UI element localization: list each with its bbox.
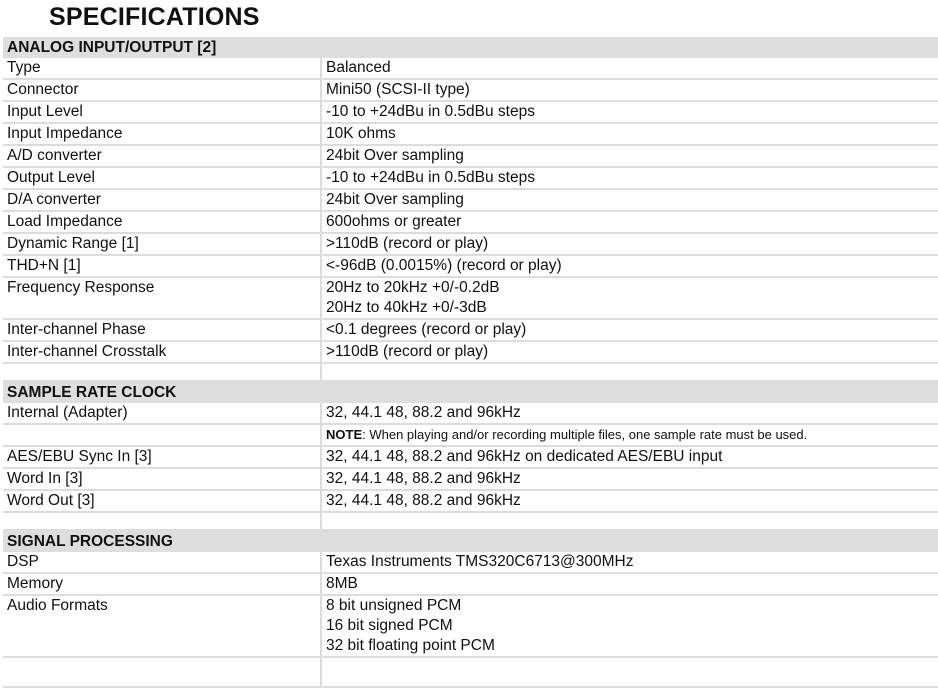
spec-value-line: 32 bit floating point PCM — [326, 637, 495, 654]
section-header — [3, 37, 938, 58]
spacer-cell — [321, 512, 938, 530]
section-header — [3, 530, 938, 552]
spec-label: Frequency Response — [3, 277, 321, 319]
spec-row — [3, 123, 938, 145]
spacer-row — [3, 512, 938, 530]
spec-value: 600ohms or greater — [321, 211, 938, 233]
spec-row — [3, 211, 938, 233]
page-title: SPECIFICATIONS — [49, 3, 260, 31]
spec-label: Output Level — [3, 167, 321, 189]
spacer-row — [3, 363, 938, 381]
section-header — [3, 381, 938, 403]
spec-row — [3, 490, 938, 512]
specifications-table — [3, 37, 938, 688]
spec-value: 10K ohms — [321, 123, 938, 145]
spec-value: >110dB (record or play) — [321, 233, 938, 255]
spec-row — [3, 595, 938, 657]
spec-value — [321, 424, 938, 446]
spec-row — [3, 341, 938, 363]
spacer-row — [3, 657, 938, 687]
spec-row — [3, 468, 938, 490]
spec-value: -10 to +24dBu in 0.5dBu steps — [321, 167, 938, 189]
spec-label: Input Impedance — [3, 123, 321, 145]
spec-value: -10 to +24dBu in 0.5dBu steps — [321, 101, 938, 123]
spec-row — [3, 79, 938, 101]
spec-row — [3, 167, 938, 189]
spec-label: Load Impedance — [3, 211, 321, 233]
spec-row — [3, 277, 938, 319]
spec-value: >110dB (record or play) — [321, 341, 938, 363]
spec-value: <-96dB (0.0015%) (record or play) — [321, 255, 938, 277]
spec-value: <0.1 degrees (record or play) — [321, 319, 938, 341]
spec-label: A/D converter — [3, 145, 321, 167]
spec-row — [3, 189, 938, 211]
spec-row — [3, 573, 938, 595]
spacer-cell — [321, 657, 938, 687]
spec-label: Connector — [3, 79, 321, 101]
spec-value: 32, 44.1 48, 88.2 and 96kHz — [321, 468, 938, 490]
spec-row — [3, 58, 938, 79]
spec-row — [3, 319, 938, 341]
note-text: : When playing and/or recording multiple files, one sample rate must be used. — [362, 427, 808, 442]
spec-value-line: 16 bit signed PCM — [326, 617, 453, 634]
spec-row — [3, 552, 938, 573]
spec-value — [321, 277, 938, 319]
spec-label: Internal (Adapter) — [3, 403, 321, 424]
spec-row — [3, 424, 938, 446]
section-heading: SAMPLE RATE CLOCK — [3, 381, 938, 403]
spec-row — [3, 233, 938, 255]
spacer-cell — [321, 363, 938, 381]
section-heading: ANALOG INPUT/OUTPUT [2] — [3, 37, 938, 58]
spec-label: Inter-channel Phase — [3, 319, 321, 341]
spec-value: 24bit Over sampling — [321, 189, 938, 211]
spec-label: THD+N [1] — [3, 255, 321, 277]
spec-label: Inter-channel Crosstalk — [3, 341, 321, 363]
spec-label: Dynamic Range [1] — [3, 233, 321, 255]
spacer-cell — [3, 512, 321, 530]
spec-value-line: 8 bit unsigned PCM — [326, 597, 462, 614]
spec-value: 32, 44.1 48, 88.2 and 96kHz on dedicated AES/EBU input — [321, 446, 938, 468]
spec-value: Texas Instruments TMS320C6713@300MHz — [321, 552, 938, 573]
spec-value: Mini50 (SCSI-II type) — [321, 79, 938, 101]
spec-row — [3, 101, 938, 123]
spec-value-line: 20Hz to 20kHz +0/-0.2dB — [326, 279, 500, 296]
spec-row — [3, 255, 938, 277]
spec-label: Audio Formats — [3, 595, 321, 657]
spec-label: Type — [3, 58, 321, 79]
spacer-cell — [3, 657, 321, 687]
spec-value: 32, 44.1 48, 88.2 and 96kHz — [321, 490, 938, 512]
spec-value: 8MB — [321, 573, 938, 595]
spec-value: Balanced — [321, 58, 938, 79]
spec-value — [321, 595, 938, 657]
spec-label: Memory — [3, 573, 321, 595]
spec-label: AES/EBU Sync In [3] — [3, 446, 321, 468]
spec-value-line: 20Hz to 40kHz +0/-3dB — [326, 299, 487, 316]
spec-label: Word Out [3] — [3, 490, 321, 512]
spacer-cell — [3, 363, 321, 381]
section-heading: SIGNAL PROCESSING — [3, 530, 938, 552]
spec-label: D/A converter — [3, 189, 321, 211]
spec-label: DSP — [3, 552, 321, 573]
spec-label: Word In [3] — [3, 468, 321, 490]
spec-label: Input Level — [3, 101, 321, 123]
spec-row — [3, 446, 938, 468]
spec-value: 24bit Over sampling — [321, 145, 938, 167]
spec-value: 32, 44.1 48, 88.2 and 96kHz — [321, 403, 938, 424]
spec-row — [3, 403, 938, 424]
spec-row — [3, 145, 938, 167]
note-label: NOTE — [326, 427, 363, 442]
spec-label — [3, 424, 321, 446]
